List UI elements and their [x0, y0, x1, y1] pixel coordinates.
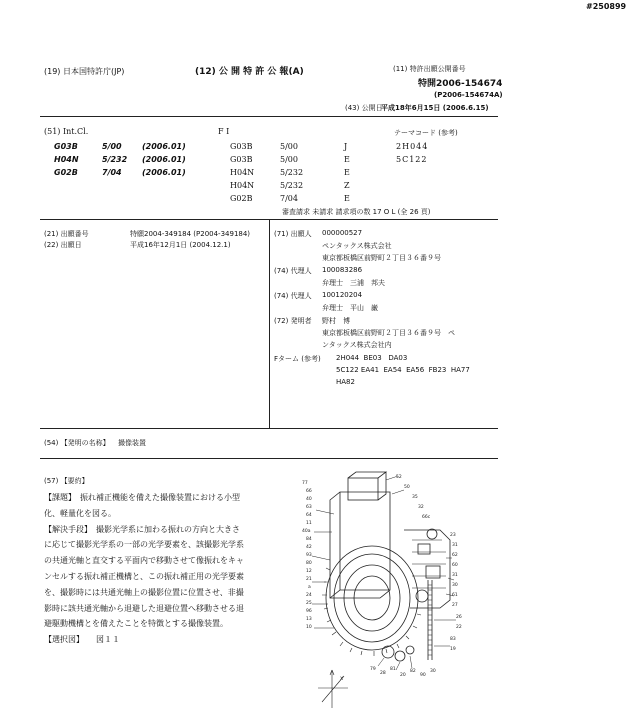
- inventor-address: ンタックス株式会社内: [322, 341, 392, 349]
- intcl-code: G03B: [54, 142, 78, 151]
- inventor-address: 東京都板橋区前野町２丁目３６番９号 ペ: [322, 329, 455, 337]
- figure-label: 20: [400, 673, 406, 678]
- figure-part: [318, 670, 348, 708]
- agent-label: (74) 代理人: [274, 292, 312, 300]
- figure-label: 12: [306, 569, 312, 574]
- figure-label: 13: [306, 617, 312, 622]
- intcl-version: (2006.01): [142, 142, 186, 151]
- fi-code: H04N: [230, 181, 255, 190]
- abstract-line: ンセルする振れ補正機構と、この振れ補正用の光学要素: [44, 571, 244, 581]
- abstract-line: の共通光軸と直交する平面内で移動させて像振れをキャ: [44, 556, 244, 566]
- filing-date-label: (22) 出願日: [44, 241, 82, 249]
- figure-part: [418, 544, 430, 554]
- figure-part: [348, 472, 386, 500]
- theme-code: 2H044: [396, 142, 429, 151]
- application-number-label: (21) 出願番号: [44, 230, 89, 238]
- fi-code: G03B: [230, 155, 253, 164]
- abstract-line: を、撮影時には共通光軸上の撮影位置に位置させ、非撮: [44, 587, 244, 597]
- theme-code-label: テーマコード (参考): [394, 129, 458, 137]
- invention-title: 撮像装置: [118, 439, 146, 447]
- figure-part: [382, 646, 394, 658]
- inventor-label: (72) 発明者: [274, 317, 312, 325]
- intcl-label: (51) Int.Cl.: [44, 127, 89, 136]
- office-name: (19) 日本国特許庁(JP): [44, 67, 125, 76]
- figure-label: 83: [450, 637, 456, 642]
- fi-suffix: J: [344, 142, 348, 151]
- intcl-version: (2006.01): [142, 155, 186, 164]
- inventor-name: 野村 博: [322, 317, 350, 325]
- publication-number: 特開2006-154674: [418, 79, 503, 89]
- figure-part: [312, 476, 456, 670]
- applicant-id: 000000527: [322, 229, 363, 237]
- fi-suffix: E: [344, 194, 350, 203]
- figure-label: 40: [306, 497, 312, 502]
- figure-label: 82: [410, 669, 416, 674]
- figure-label: 50: [404, 485, 410, 490]
- fterm-codes: 2H044 BE03 DA03: [336, 354, 408, 362]
- fi-subclass: 7/04: [280, 194, 298, 203]
- invention-title-label: (54) 【発明の名称】: [44, 439, 110, 447]
- fi-code: G02B: [230, 194, 253, 203]
- figure-label: 80: [306, 561, 312, 566]
- application-number: 特願2004-349184 (P2004-349184): [130, 230, 251, 238]
- agent-name: 弁理士 平山 巌: [322, 304, 378, 312]
- examination-status: 審査請求 未請求 請求項の数 17 O L (全 26 頁): [282, 208, 431, 216]
- fi-code: H04N: [230, 168, 255, 177]
- figure-label: X: [340, 677, 344, 682]
- agent-id: 100083286: [322, 266, 363, 274]
- fi-subclass: 5/232: [280, 181, 304, 190]
- document-id: #250899: [586, 2, 627, 11]
- abstract-heading: (57) 【要約】: [44, 477, 89, 485]
- abstract-line: 影時に該共通光軸から退避した退避位置へ移動させる退: [44, 603, 244, 613]
- fterm-codes: HA82: [336, 378, 355, 386]
- abstract-line: 化、軽量化を図る。: [44, 508, 116, 518]
- fi-label: F I: [218, 127, 230, 136]
- applicant-address: 東京都板橋区前野町２丁目３６番９号: [322, 254, 441, 262]
- intcl-version: (2006.01): [142, 168, 186, 177]
- figure-label: 62: [452, 553, 458, 558]
- publication-date-label: (43) 公開日: [345, 104, 383, 112]
- figure-label: 19: [450, 647, 456, 652]
- figure-label: 40a: [302, 529, 311, 534]
- intcl-subclass: 5/00: [102, 142, 122, 151]
- figure-label: 60: [452, 563, 458, 568]
- selected-figure: 【選択図】 図１１: [44, 635, 120, 645]
- figure-label: 66c: [422, 515, 431, 520]
- figure-label: 28: [380, 671, 386, 676]
- figure-label: 35: [412, 495, 418, 500]
- figure-part: [395, 651, 405, 661]
- figure-label: 32: [418, 505, 424, 510]
- figure-label: 77: [302, 481, 308, 486]
- publication-kind: (12) 公 開 特 許 公 報(A): [195, 67, 304, 77]
- figure-label: 31: [452, 573, 458, 578]
- figure-label: 31: [452, 543, 458, 548]
- fi-suffix: E: [344, 168, 350, 177]
- figure-label: 66: [306, 489, 312, 494]
- publication-date: 平成18年6月15日 (2006.6.15): [381, 104, 489, 112]
- figure-label: 52: [396, 475, 402, 480]
- intcl-subclass: 7/04: [102, 168, 122, 177]
- figure-part: [428, 585, 432, 655]
- fi-suffix: Z: [344, 181, 350, 190]
- figure-label: a: [308, 585, 311, 590]
- agent-name: 弁理士 三浦 邦夫: [322, 279, 385, 287]
- patent-figure-camera-mechanism: [300, 470, 470, 715]
- publication-number-label: (11) 特許出願公開番号: [393, 65, 466, 73]
- figure-label: 10: [306, 625, 312, 630]
- abstract-line: 【課題】 振れ補正機能を備えた撮像装置における小型: [44, 493, 240, 502]
- figure-label: 90: [420, 673, 426, 678]
- intcl-subclass: 5/232: [102, 155, 128, 164]
- applicant-name: ペンタックス株式会社: [322, 242, 392, 250]
- figure-label: 63: [306, 505, 312, 510]
- theme-code: 5C122: [396, 155, 428, 164]
- figure-label: 21: [306, 577, 312, 582]
- abstract-body: [44, 490, 244, 648]
- abstract-line: に応じて撮影光学系の一部の光学要素を、該撮影光学系: [44, 540, 244, 550]
- fi-suffix: E: [344, 155, 350, 164]
- figure-label: 93: [306, 553, 312, 558]
- figure-part: [348, 478, 378, 500]
- fi-subclass: 5/232: [280, 168, 304, 177]
- figure-label: 23: [450, 533, 456, 538]
- figure-label: 42: [306, 545, 312, 550]
- figure-label: 96: [306, 609, 312, 614]
- figure-label: 11: [306, 521, 312, 526]
- fterm-codes: 5C122 EA41 EA54 EA56 FB23 HA77: [336, 366, 470, 374]
- intcl-code: G02B: [54, 168, 78, 177]
- figure-label: 30: [430, 669, 436, 674]
- figure-label: 30: [452, 583, 458, 588]
- figure-label: 25: [306, 601, 312, 606]
- figure-label: 84: [306, 537, 312, 542]
- filing-date: 平成16年12月1日 (2004.12.1): [130, 241, 231, 249]
- fi-subclass: 5/00: [280, 142, 298, 151]
- intcl-code: H04N: [54, 155, 79, 164]
- figure-part: [404, 530, 450, 608]
- publication-number-alt: (P2006-154674A): [434, 91, 503, 99]
- abstract-line: 避駆動機構とを備えたことを特徴とする撮像装置。: [44, 619, 228, 629]
- agent-label: (74) 代理人: [274, 267, 312, 275]
- figure-label: 64: [306, 513, 312, 518]
- figure-label: 81: [390, 667, 396, 672]
- abstract-line: 【解決手段】 撮影光学系に加わる振れの方向と大きさ: [44, 524, 240, 534]
- figure-label: 79: [370, 667, 376, 672]
- fi-code: G03B: [230, 142, 253, 151]
- fterm-label: Fターム (参考): [274, 355, 321, 363]
- figure-part: [406, 646, 414, 654]
- applicant-label: (71) 出願人: [274, 230, 312, 238]
- figure-label: 26: [456, 615, 462, 620]
- figure-label: 22: [456, 625, 462, 630]
- figure-part: [427, 529, 437, 539]
- fi-subclass: 5/00: [280, 155, 298, 164]
- figure-label: 24: [306, 593, 312, 598]
- agent-id: 100120204: [322, 291, 363, 299]
- figure-label: 27: [452, 603, 458, 608]
- figure-label: 61: [452, 593, 458, 598]
- figure-part: [412, 540, 446, 588]
